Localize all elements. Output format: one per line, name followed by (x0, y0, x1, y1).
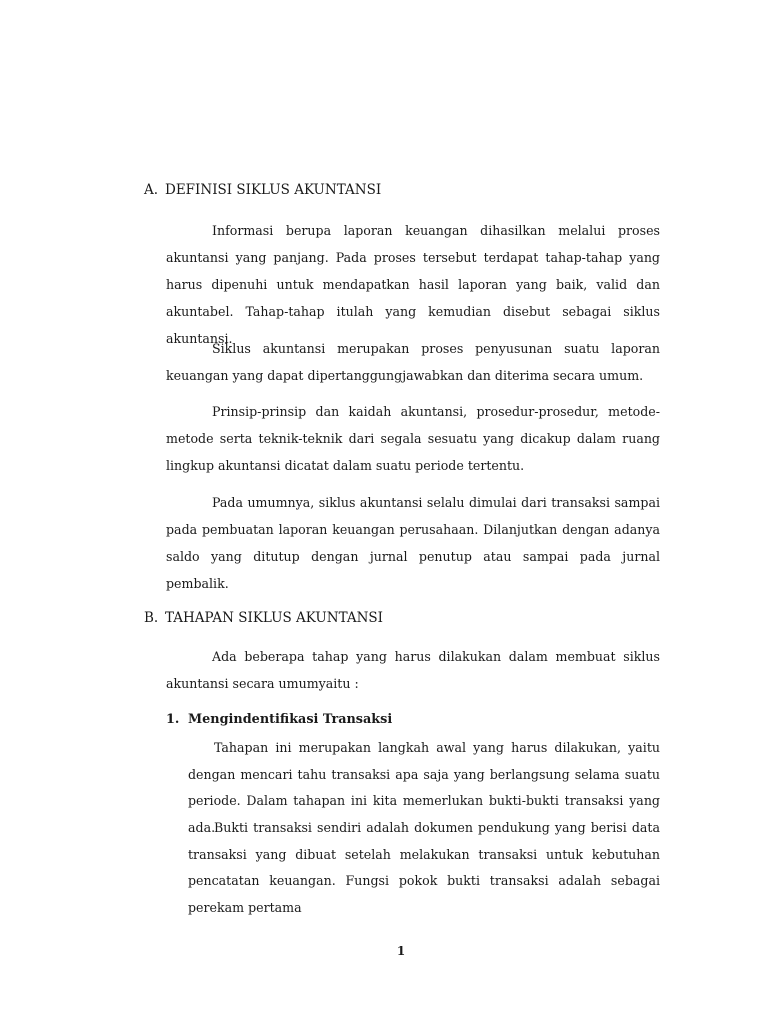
section-heading-tahapan (144, 609, 383, 627)
section-title: TAHAPAN SIKLUS AKUNTANSI (165, 610, 383, 626)
paragraph: Prinsip-prinsip dan kaidah akuntansi, prosedur-prosedur, metode-metode serta teknik-teknik dari segala sesuatu yang dicakup dalam ruang lingkup akuntansi dicatat dalam suatu periode tertentu. (166, 404, 660, 473)
paragraph: Siklus akuntansi merupakan proses penyusunan suatu laporan keuangan yang dapat dipertanggungjawabkan dan diterima secara umum. (166, 341, 660, 383)
list-title: Mengindentifikasi Transaksi (188, 712, 393, 727)
list-number: 1. (166, 712, 180, 727)
section-letter: A. (144, 182, 159, 198)
paragraph: Informasi berupa laporan keuangan dihasilkan melalui proses akuntansi yang panjang. Pada proses tersebut terdapat tahap-tahap yang harus dipenuhi untuk mendapatkan hasil laporan yang baik, valid dan akuntabel. Tahap-tahap itulah yang kemudian disebut sebagai siklus akuntansi. (166, 223, 660, 346)
section-title: DEFINISI SIKLUS AKUNTANSI (165, 182, 382, 198)
section-heading-definisi (144, 181, 381, 199)
list-paragraph: Bukti transaksi sendiri adalah dokumen pendukung yang berisi data transaksi yang dibuat setelah melakukan transaksi untuk kebutuhan pencatatan keuangan. Fungsi pokok bukti transaksi adalah sebagai perekam pertama (188, 820, 660, 915)
page-number: 1 (396, 944, 406, 958)
paragraph: Pada umumnya, siklus akuntansi selalu dimulai dari transaksi sampai pada pembuatan laporan keuangan perusahaan. Dilanjutkan dengan adanya saldo yang ditutup dengan jurnal penutup atau sampai pada jurnal pembalik. (166, 495, 660, 591)
paragraph: Ada beberapa tahap yang harus dilakukan dalam membuat siklus akuntansi secara umumyaitu : (166, 649, 660, 691)
list-item-heading (166, 711, 392, 729)
list-paragraph: Tahapan ini merupakan langkah awal yang harus dilakukan, yaitu dengan mencari tahu transaksi apa saja yang berlangsung selama suatu periode. Dalam tahapan ini kita memerlukan bukti-bukti transaksi yang ada. (188, 740, 660, 835)
section-letter: B. (144, 610, 159, 626)
